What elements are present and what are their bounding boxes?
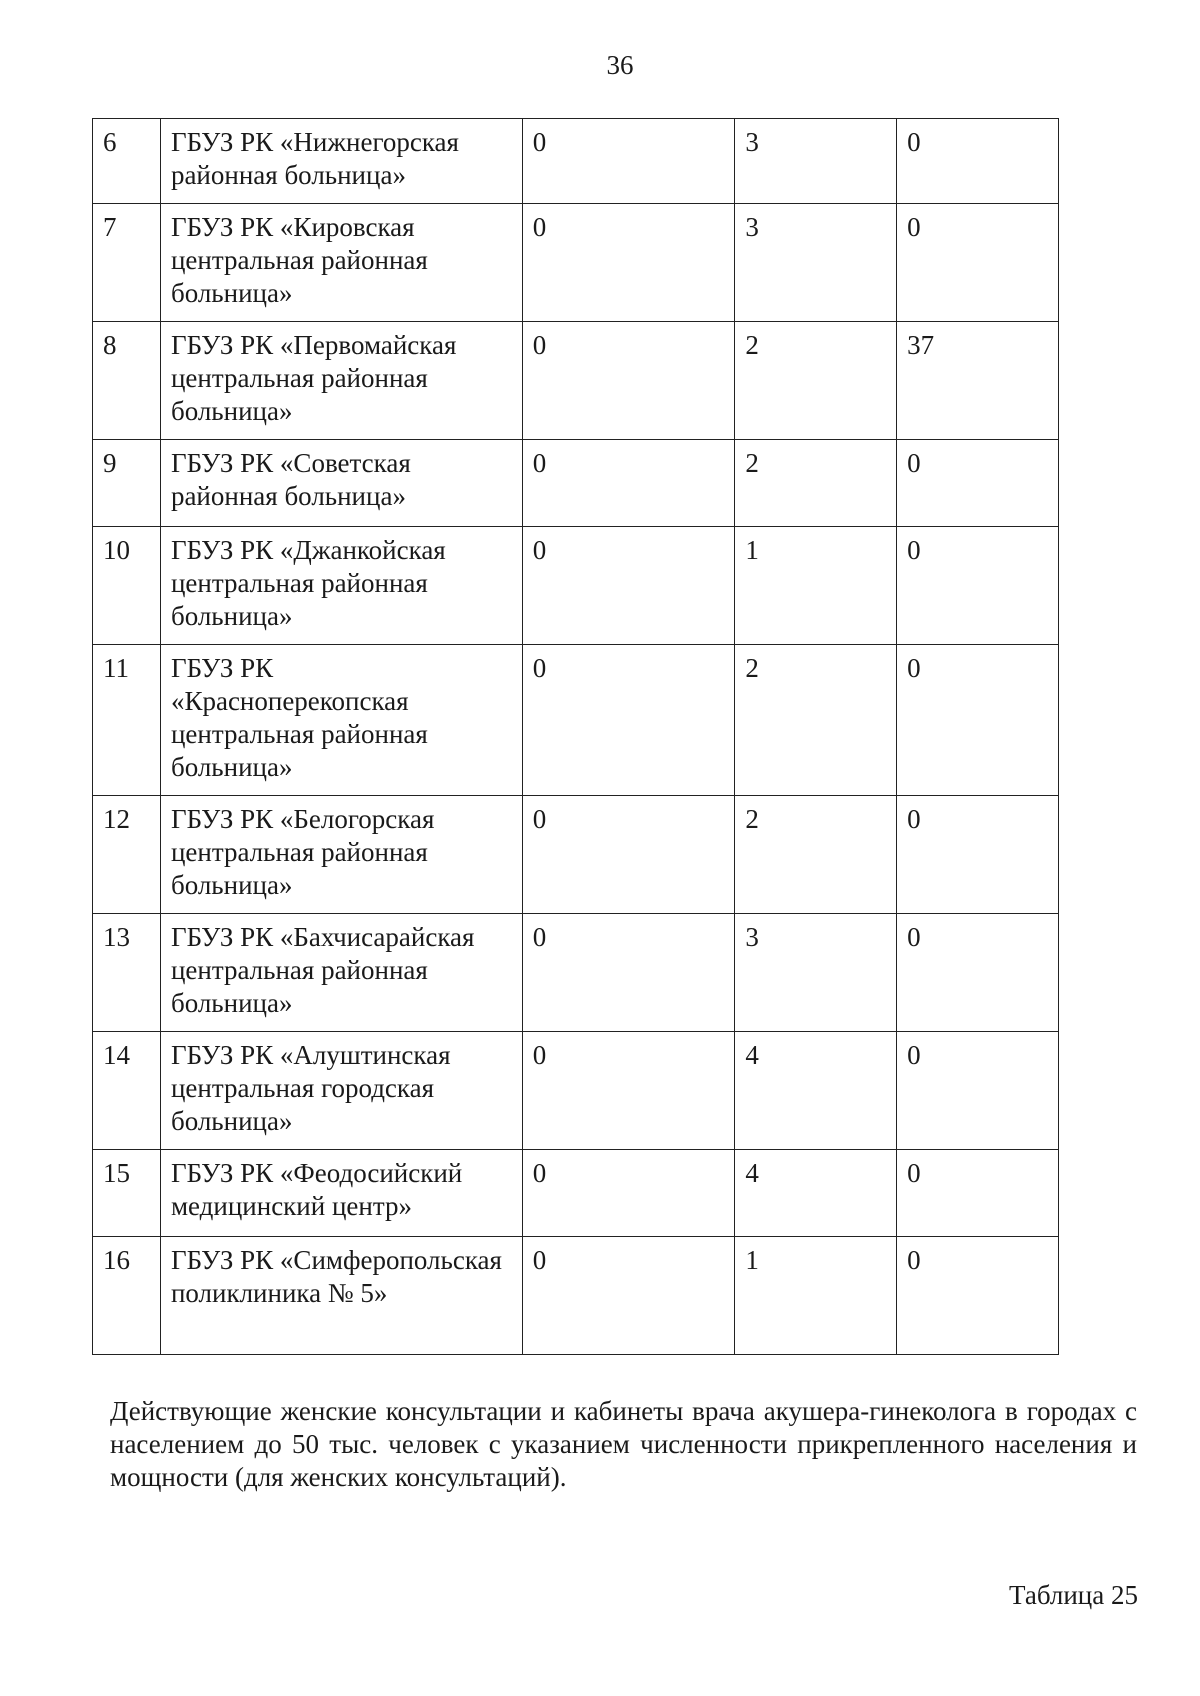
- page-number: 36: [606, 50, 634, 80]
- facility-name: ГБУЗ РК «Алуштинская центральная городская больница»: [160, 1032, 522, 1150]
- description-paragraph: Действующие женские консультации и кабинеты врача акушера-гинеколога в городах с населением до 50 тыс. человек с указанием численности прикрепленного населения и мощности (для женских консультаций).: [110, 1396, 1137, 1492]
- facilities-table: [92, 118, 1059, 1355]
- row-number: 15: [93, 1150, 161, 1237]
- value-col-1: 0: [522, 1237, 735, 1355]
- facility-name: ГБУЗ РК «Нижнегорская районная больница»: [160, 119, 522, 204]
- table-row: [93, 204, 1059, 322]
- value-col-2: 4: [735, 1032, 897, 1150]
- facility-name: ГБУЗ РК «Бахчисарайская центральная районная больница»: [160, 914, 522, 1032]
- facility-name: ГБУЗ РК «Красноперекопская центральная районная больница»: [160, 645, 522, 796]
- value-col-2: 3: [735, 914, 897, 1032]
- facility-name: ГБУЗ РК «Джанкойская центральная районная больница»: [160, 527, 522, 645]
- value-col-1: 0: [522, 440, 735, 527]
- table-row: [93, 119, 1059, 204]
- table-row: [93, 914, 1059, 1032]
- facility-name: ГБУЗ РК «Первомайская центральная районная больница»: [160, 322, 522, 440]
- table-row: [93, 1150, 1059, 1237]
- value-col-2: 2: [735, 645, 897, 796]
- value-col-2: 2: [735, 440, 897, 527]
- table-row: [93, 645, 1059, 796]
- facility-name: ГБУЗ РК «Кировская центральная районная больница»: [160, 204, 522, 322]
- value-col-3: 0: [897, 527, 1059, 645]
- value-col-1: 0: [522, 1032, 735, 1150]
- row-number: 6: [93, 119, 161, 204]
- row-number: 8: [93, 322, 161, 440]
- table-row: [93, 1032, 1059, 1150]
- facility-name: ГБУЗ РК «Советская районная больница»: [160, 440, 522, 527]
- table-row: [93, 1237, 1059, 1355]
- table-row: [93, 527, 1059, 645]
- facility-name: ГБУЗ РК «Симферопольская поликлиника № 5»: [160, 1237, 522, 1355]
- value-col-1: 0: [522, 322, 735, 440]
- value-col-2: 3: [735, 119, 897, 204]
- table-caption: Таблица 25: [1009, 1580, 1138, 1610]
- row-number: 7: [93, 204, 161, 322]
- value-col-3: 0: [897, 1150, 1059, 1237]
- row-number: 11: [93, 645, 161, 796]
- table-row: [93, 796, 1059, 914]
- value-col-2: 1: [735, 527, 897, 645]
- value-col-1: 0: [522, 914, 735, 1032]
- value-col-2: 4: [735, 1150, 897, 1237]
- row-number: 10: [93, 527, 161, 645]
- value-col-1: 0: [522, 527, 735, 645]
- facility-name: ГБУЗ РК «Феодосийский медицинский центр»: [160, 1150, 522, 1237]
- row-number: 12: [93, 796, 161, 914]
- row-number: 14: [93, 1032, 161, 1150]
- value-col-3: 0: [897, 1032, 1059, 1150]
- value-col-3: 0: [897, 645, 1059, 796]
- value-col-2: 2: [735, 322, 897, 440]
- row-number: 13: [93, 914, 161, 1032]
- value-col-2: 3: [735, 204, 897, 322]
- value-col-1: 0: [522, 796, 735, 914]
- value-col-2: 2: [735, 796, 897, 914]
- table-row: [93, 322, 1059, 440]
- value-col-1: 0: [522, 204, 735, 322]
- value-col-1: 0: [522, 1150, 735, 1237]
- facility-name: ГБУЗ РК «Белогорская центральная районная больница»: [160, 796, 522, 914]
- value-col-2: 1: [735, 1237, 897, 1355]
- row-number: 9: [93, 440, 161, 527]
- value-col-3: 0: [897, 440, 1059, 527]
- value-col-3: 0: [897, 119, 1059, 204]
- value-col-3: 37: [897, 322, 1059, 440]
- row-number: 16: [93, 1237, 161, 1355]
- value-col-3: 0: [897, 204, 1059, 322]
- value-col-3: 0: [897, 914, 1059, 1032]
- value-col-1: 0: [522, 119, 735, 204]
- value-col-1: 0: [522, 645, 735, 796]
- value-col-3: 0: [897, 796, 1059, 914]
- table-row: [93, 440, 1059, 527]
- value-col-3: 0: [897, 1237, 1059, 1355]
